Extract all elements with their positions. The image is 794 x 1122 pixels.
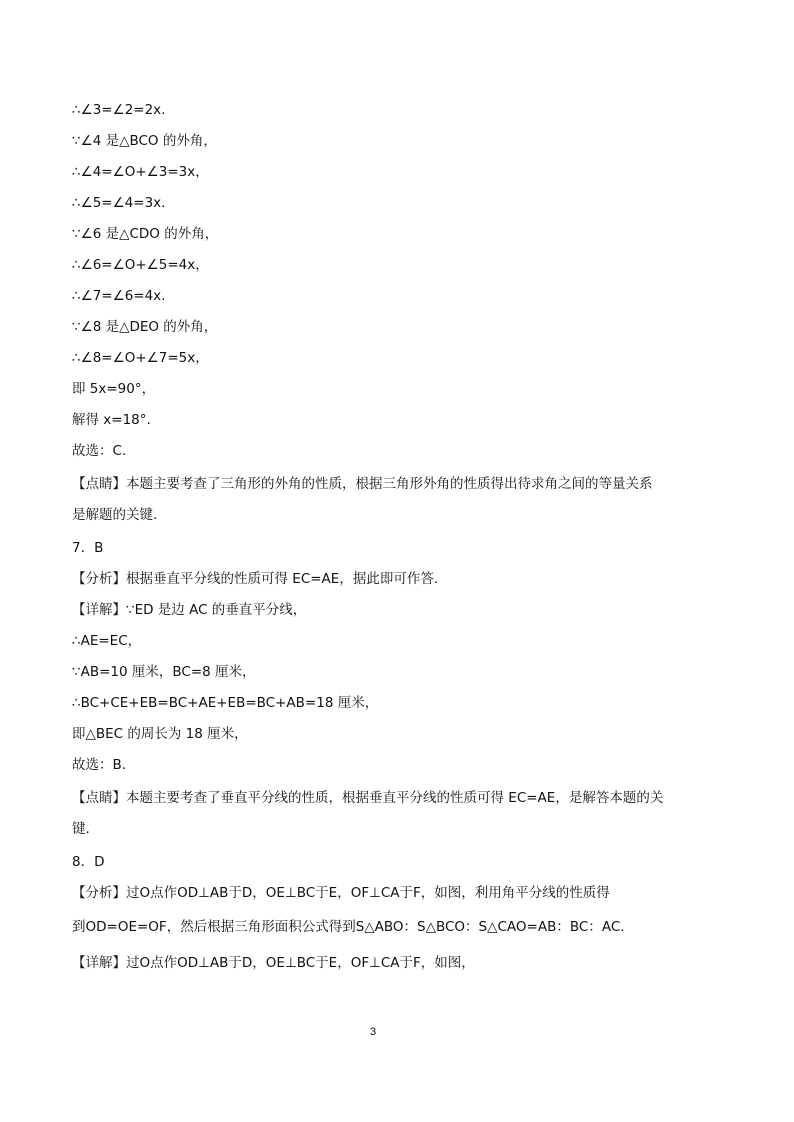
text-line: 到OD=OE=OF，然后根据三角形面积公式得到S△ABO：S△BCO：S△CAO=AB：BC：AC. [72,919,625,935]
text-line: ∵∠8 是△DEO 的外角， [72,319,218,335]
text-line: ∵AB=10 厘米，BC=8 厘米， [72,664,256,680]
text-line: 即△BEC 的周长为 18 厘米， [72,726,248,742]
text-line: 【分析】过O点作OD⊥AB于D，OE⊥BC于E，OF⊥CA于F，如图，利用角平分线的性质得 [72,885,610,901]
text-line: ∴∠3=∠2=2x. [72,102,166,118]
text-line: ∴AE=EC， [72,633,142,649]
text-line: ∴∠4=∠O+∠3=3x， [72,164,209,180]
text-line: ∵∠6 是△CDO 的外角， [72,226,219,242]
text-line: 【点睛】本题主要考查了三角形的外角的性质，根据三角形外角的性质得出待求角之间的等量关系 [72,476,653,492]
text-line: ∵∠4 是△BCO 的外角， [72,133,217,149]
text-line: 键. [72,821,90,837]
text-line: 是解题的关键. [72,507,158,523]
question-number: 7．B [72,540,104,556]
question-number: 8．D [72,854,105,870]
text-line: 【点睛】本题主要考查了垂直平分线的性质，根据垂直平分线的性质可得 EC=AE，是解答本题的关 [72,790,664,806]
text-line: ∴BC+CE+EB=BC+AE+EB=BC+AB=18 厘米， [72,695,379,711]
page-number: 3 [370,1026,377,1038]
text-line: 故选：C. [72,443,127,459]
text-line: 即 5x=90°， [72,381,156,397]
text-line: ∴∠5=∠4=3x. [72,195,166,211]
text-line: ∴∠6=∠O+∠5=4x， [72,257,209,273]
text-line: 解得 x=18°. [72,412,151,428]
text-line: 故选：B. [72,757,127,773]
text-line: 【分析】根据垂直平分线的性质可得 EC=AE，据此即可作答. [72,571,439,587]
text-line: 【详解】∵ED 是边 AC 的垂直平分线， [72,602,307,618]
text-line: ∴∠8=∠O+∠7=5x， [72,350,209,366]
text-line: 【详解】过O点作OD⊥AB于D，OE⊥BC于E，OF⊥CA于F，如图， [72,955,475,971]
text-line: ∴∠7=∠6=4x. [72,288,166,304]
